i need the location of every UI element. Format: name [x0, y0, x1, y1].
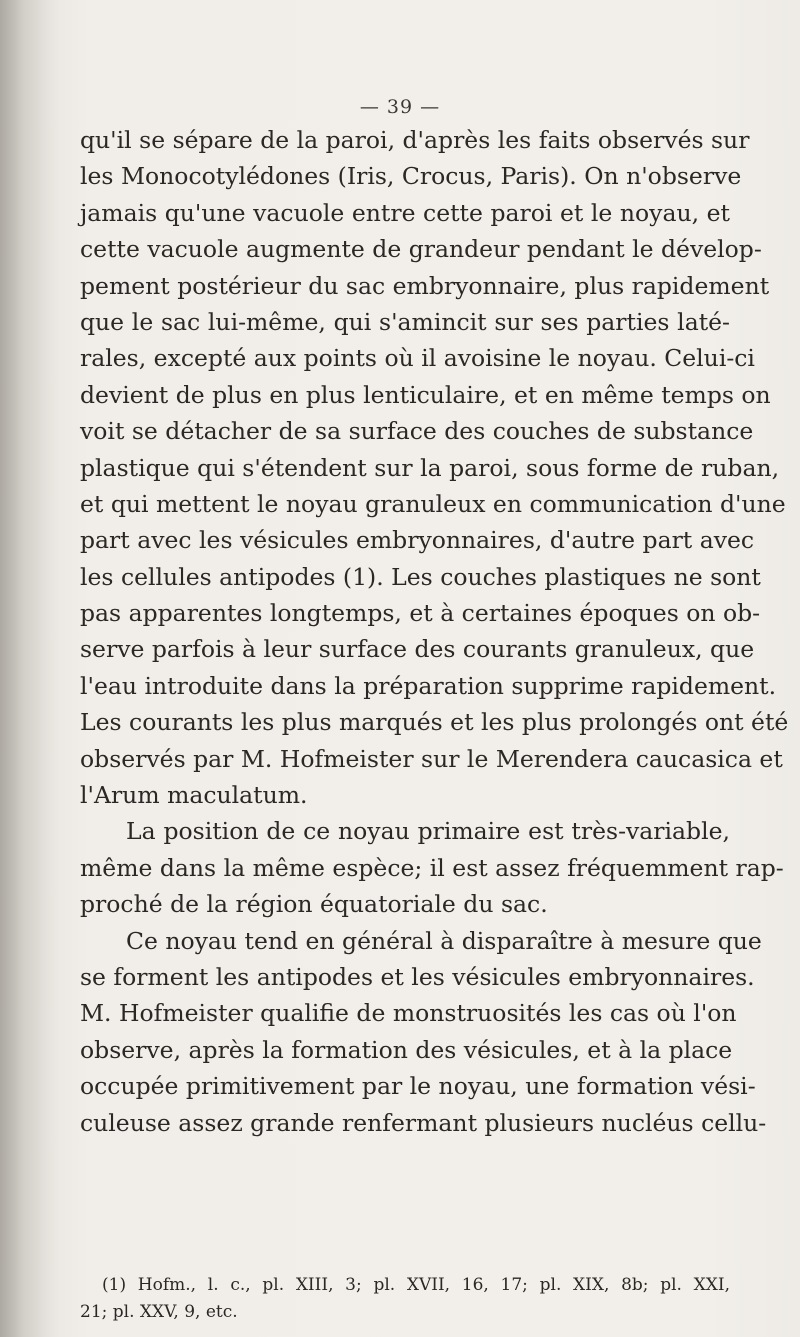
- page-number: — 39 —: [359, 96, 441, 118]
- text-line: l'eau introduite dans la préparation supprime rapidement.: [80, 671, 777, 700]
- text-line: se forment les antipodes et les vésicules embryonnaires.: [80, 962, 755, 991]
- text-line: M. Hofmeister qualifie de monstruosités les cas où l'on: [80, 999, 737, 1028]
- binding-shadow: [0, 0, 60, 1337]
- text-line: que le sac lui-même, qui s'amincit sur ses parties laté-: [80, 307, 730, 336]
- text-line: et qui mettent le noyau granuleux en communication d'une: [80, 489, 786, 518]
- text-line: l'Arum maculatum.: [80, 781, 308, 810]
- text-line: devient de plus en plus lenticulaire, et en même temps on: [80, 380, 771, 409]
- text-line: Les courants les plus marqués et les plus prolongés ont été: [80, 708, 789, 737]
- text-line: serve parfois à leur surface des courants granuleux, que: [80, 635, 755, 664]
- text-line: rales, excepté aux points où il avoisine le noyau. Celui-ci: [80, 344, 755, 373]
- text-line: cette vacuole augmente de grandeur pendant le dévelop-: [80, 235, 762, 264]
- text-line: observe, après la formation des vésicules, et à la place: [80, 1035, 733, 1064]
- text-line: voit se détacher de sa surface des couches de substance: [80, 417, 754, 446]
- text-line: les Monocotylédones (Iris, Crocus, Paris). On n'observe: [80, 162, 742, 191]
- paragraph-start-line: Ce noyau tend en général à disparaître à mesure que: [126, 926, 762, 955]
- text-line: plastique qui s'étendent sur la paroi, sous forme de ruban,: [80, 453, 780, 482]
- footnote-line: 21; pl. XXV, 9, etc.: [80, 1302, 238, 1322]
- text-line: culeuse assez grande renfermant plusieurs nucléus cellu-: [80, 1108, 767, 1137]
- text-line: jamais qu'une vacuole entre cette paroi et le noyau, et: [80, 198, 730, 227]
- text-line: même dans la même espèce; il est assez fréquemment rap-: [80, 853, 784, 882]
- text-line: part avec les vésicules embryonnaires, d'autre part avec: [80, 526, 755, 555]
- text-line: occupée primitivement par le noyau, une formation vési-: [80, 1072, 756, 1101]
- paragraph-start-line: La position de ce noyau primaire est très-variable,: [126, 817, 730, 846]
- body-text: [80, 122, 789, 1141]
- footnote: [80, 1272, 730, 1326]
- text-line: proché de la région équatoriale du sac.: [80, 890, 548, 919]
- text-line: observés par M. Hofmeister sur le Merendera caucasica et: [80, 744, 783, 773]
- text-line: pement postérieur du sac embryonnaire, plus rapidement: [80, 271, 770, 300]
- text-line: qu'il se sépare de la paroi, d'après les faits observés sur: [80, 126, 750, 154]
- footnote-line: (1) Hofm., l. c., pl. XIII, 3; pl. XVII, 16, 17; pl. XIX, 8b; pl. XXI,: [102, 1275, 730, 1295]
- text-line: les cellules antipodes (1). Les couches plastiques ne sont: [80, 562, 761, 591]
- text-line: pas apparentes longtemps, et à certaines époques on ob-: [80, 599, 761, 628]
